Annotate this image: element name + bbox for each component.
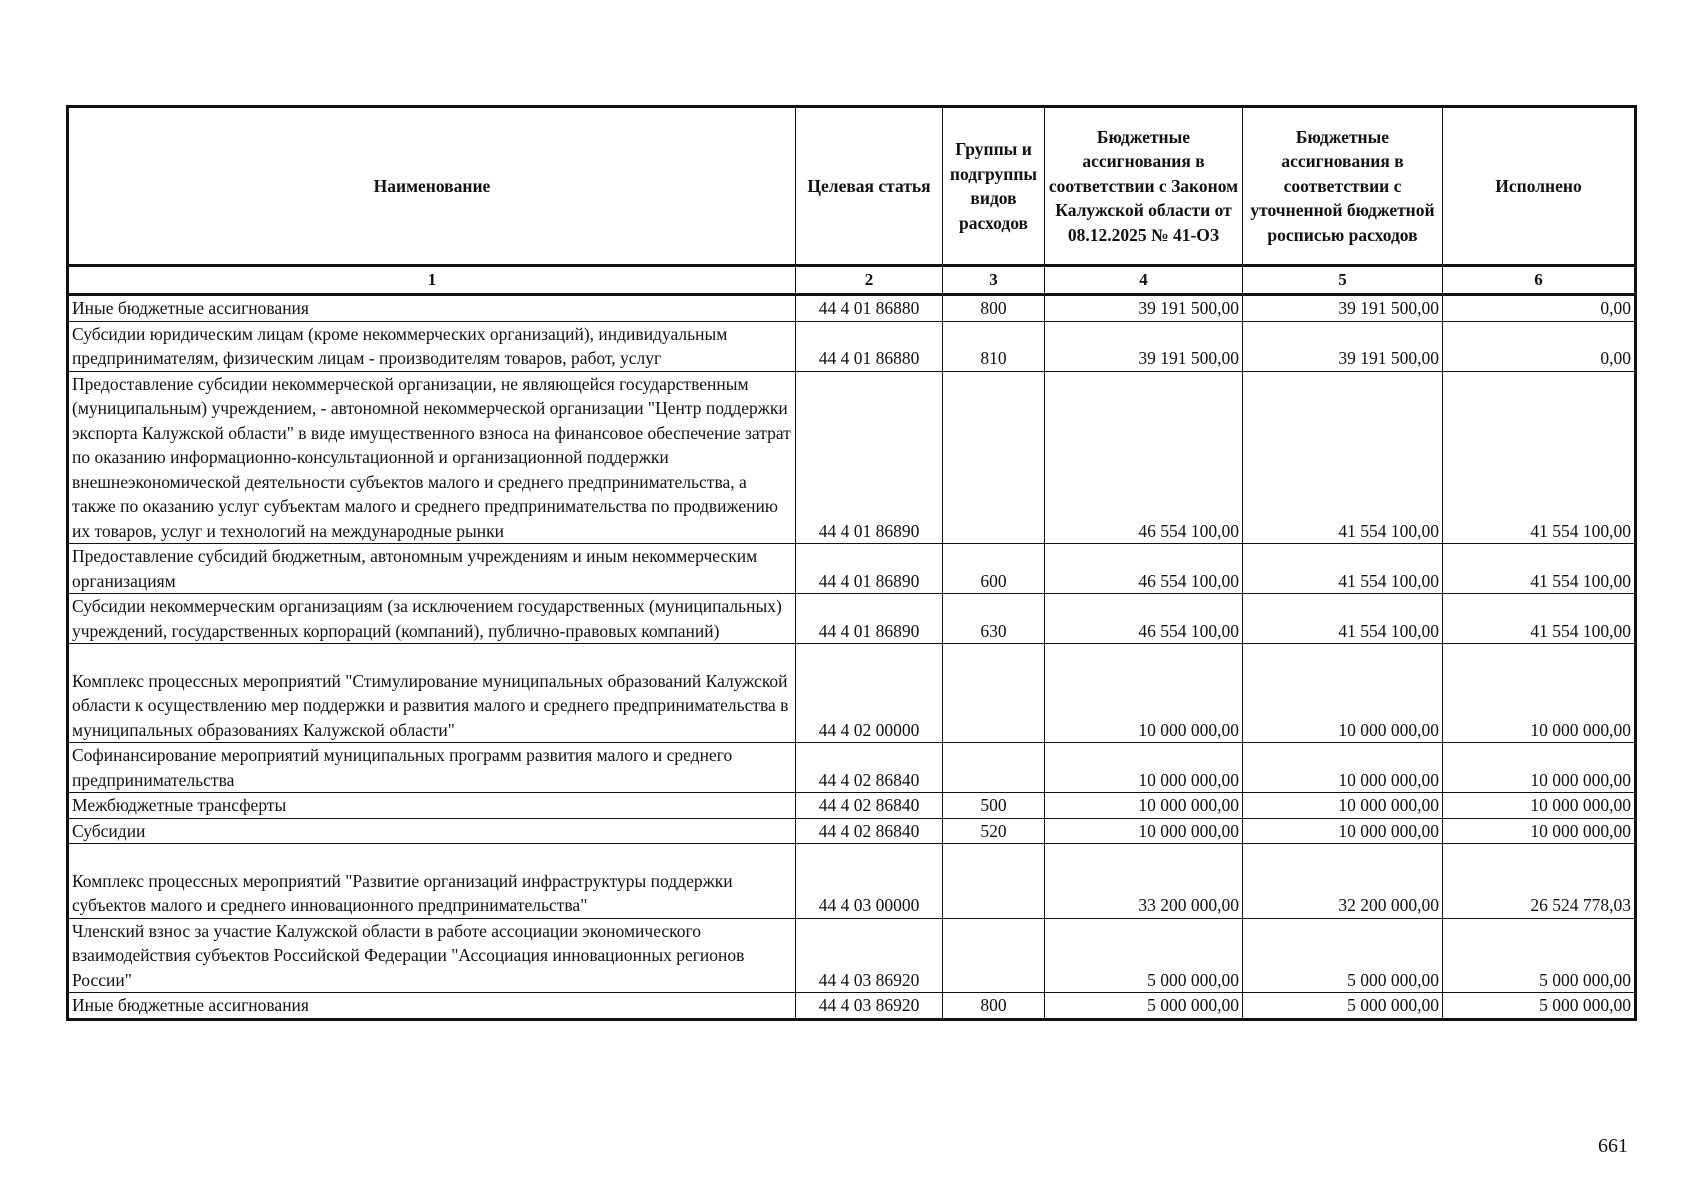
row-expense-group-text: 800	[980, 298, 1007, 318]
row-refined-amount-text: 41 554 100,00	[1338, 520, 1439, 541]
header-group: Группы и подгруппы видов расходов	[943, 107, 1045, 266]
row-refined-amount	[1243, 644, 1443, 743]
row-expense-group-text: 800	[980, 995, 1007, 1015]
row-target-code-text: 44 4 02 86840	[818, 795, 920, 815]
row-expense-group-text: 810	[980, 348, 1007, 368]
row-refined-amount-text: 41 554 100,00	[1338, 570, 1439, 591]
row-expense-group	[943, 594, 1045, 644]
row-executed-amount-text: 41 554 100,00	[1530, 570, 1631, 591]
row-executed-amount-text: 5 000 000,00	[1539, 995, 1631, 1015]
row-expense-group-text: 500	[980, 795, 1007, 815]
row-executed-amount	[1443, 295, 1636, 322]
row-target-code-text: 44 4 01 86890	[818, 520, 920, 541]
row-refined-amount	[1243, 993, 1443, 1020]
table-row	[68, 793, 1636, 819]
row-name-text: Иные бюджетные ассигнования	[72, 995, 309, 1015]
row-target-code	[796, 993, 943, 1020]
row-refined-amount-text: 10 000 000,00	[1338, 795, 1439, 815]
row-name-text: Предоставление субсидий бюджетным, автономным учреждениям и иным некоммерческим организациям	[72, 546, 758, 591]
table-row	[68, 295, 1636, 322]
row-executed-amount-text: 0,00	[1600, 348, 1631, 368]
row-law-amount-text: 10 000 000,00	[1138, 795, 1239, 815]
row-target-code-text: 44 4 03 86920	[818, 969, 920, 990]
row-refined-amount	[1243, 544, 1443, 594]
page-number: 661	[1598, 1135, 1628, 1157]
row-target-code-text: 44 4 01 86880	[818, 298, 920, 318]
row-name	[68, 993, 796, 1020]
row-refined-amount	[1243, 844, 1443, 919]
row-name	[68, 793, 796, 819]
row-target-code	[796, 844, 943, 919]
row-law-amount-text: 39 191 500,00	[1138, 298, 1239, 318]
row-executed-amount	[1443, 644, 1636, 743]
row-law-amount	[1045, 321, 1243, 371]
row-target-code-text: 44 4 01 86890	[818, 620, 920, 641]
column-number: 1	[68, 266, 796, 295]
row-refined-amount-text: 5 000 000,00	[1347, 995, 1439, 1015]
row-executed-amount-text: 10 000 000,00	[1530, 795, 1631, 815]
row-executed-amount	[1443, 793, 1636, 819]
row-refined-amount	[1243, 918, 1443, 993]
row-law-amount	[1045, 743, 1243, 793]
row-expense-group	[943, 743, 1045, 793]
table-body	[68, 295, 1636, 1020]
row-executed-amount-text: 41 554 100,00	[1530, 520, 1631, 541]
row-name	[68, 544, 796, 594]
row-expense-group	[943, 793, 1045, 819]
row-refined-amount	[1243, 295, 1443, 322]
row-target-code	[796, 594, 943, 644]
row-name-text: Членский взнос за участие Калужской области в работе ассоциации экономического взаимодействия субъектов Российской Федерации "Ассоциация инновационных регионов России"	[72, 920, 745, 990]
row-target-code-text: 44 4 03 86920	[818, 995, 920, 1015]
row-target-code	[796, 743, 943, 793]
row-name-spacer	[72, 844, 792, 869]
row-expense-group-text: 600	[980, 570, 1007, 591]
row-law-amount	[1045, 295, 1243, 322]
row-law-amount-text: 46 554 100,00	[1138, 620, 1239, 641]
row-name-text: Субсидии юридическим лицам (кроме некоммерческих организаций), индивидуальным предпринимателям, физическим лицам - производителям товаров, работ, услуг	[72, 323, 728, 368]
row-name	[68, 818, 796, 844]
row-law-amount	[1045, 544, 1243, 594]
row-law-amount	[1045, 818, 1243, 844]
row-refined-amount-text: 39 191 500,00	[1338, 348, 1439, 368]
row-name	[68, 844, 796, 919]
column-number: 2	[796, 266, 943, 295]
row-name	[68, 918, 796, 993]
row-refined-amount	[1243, 371, 1443, 544]
row-law-amount-text: 46 554 100,00	[1138, 520, 1239, 541]
row-target-code-text: 44 4 02 00000	[818, 719, 920, 740]
row-expense-group	[943, 371, 1045, 544]
row-target-code	[796, 793, 943, 819]
row-law-amount-text: 39 191 500,00	[1138, 348, 1239, 368]
column-number-row	[68, 266, 1636, 295]
row-name-text: Субсидии некоммерческим организациям (за исключением государственных (муниципальных) учреждений, государственных корпораций (компаний), публично-правовых компаний)	[72, 596, 782, 641]
row-name-text: Иные бюджетные ассигнования	[72, 298, 309, 318]
row-executed-amount	[1443, 544, 1636, 594]
row-executed-amount	[1443, 993, 1636, 1020]
row-executed-amount	[1443, 321, 1636, 371]
row-law-amount	[1045, 918, 1243, 993]
row-law-amount-text: 33 200 000,00	[1138, 895, 1239, 915]
row-executed-amount-text: 26 524 778,03	[1530, 895, 1631, 915]
row-executed-amount-text: 0,00	[1600, 298, 1631, 318]
header-row	[68, 107, 1636, 266]
row-executed-amount	[1443, 918, 1636, 993]
row-target-code	[796, 295, 943, 322]
column-number: 5	[1243, 266, 1443, 295]
row-law-amount	[1045, 993, 1243, 1020]
row-target-code	[796, 321, 943, 371]
row-expense-group	[943, 844, 1045, 919]
row-law-amount-text: 5 000 000,00	[1147, 969, 1239, 990]
row-target-code	[796, 918, 943, 993]
row-target-code-text: 44 4 03 00000	[818, 895, 920, 915]
row-target-code	[796, 644, 943, 743]
table-row	[68, 844, 1636, 919]
row-executed-amount	[1443, 844, 1636, 919]
row-refined-amount	[1243, 743, 1443, 793]
row-law-amount-text: 10 000 000,00	[1138, 719, 1239, 740]
row-refined-amount-text: 39 191 500,00	[1338, 298, 1439, 318]
row-target-code-text: 44 4 01 86890	[818, 570, 920, 591]
table-row	[68, 743, 1636, 793]
header-target: Целевая статья	[796, 107, 943, 266]
table-row	[68, 918, 1636, 993]
row-law-amount	[1045, 371, 1243, 544]
row-name-text: Межбюджетные трансферты	[72, 795, 287, 815]
row-law-amount	[1045, 844, 1243, 919]
row-name-spacer	[72, 644, 792, 669]
table-row	[68, 644, 1636, 743]
row-target-code	[796, 818, 943, 844]
row-refined-amount	[1243, 321, 1443, 371]
row-expense-group	[943, 644, 1045, 743]
table-row	[68, 321, 1636, 371]
row-refined-amount	[1243, 594, 1443, 644]
row-law-amount	[1045, 594, 1243, 644]
row-law-amount-text: 10 000 000,00	[1138, 769, 1239, 790]
row-name-text: Комплекс процессных мероприятий "Развитие организаций инфраструктуры поддержки субъектов малого и среднего инновационного предпринимательства"	[72, 870, 733, 915]
row-target-code-text: 44 4 02 86840	[818, 769, 920, 790]
row-refined-amount-text: 32 200 000,00	[1338, 895, 1439, 915]
header-executed: Исполнено	[1443, 107, 1636, 266]
row-name	[68, 321, 796, 371]
row-target-code	[796, 544, 943, 594]
row-refined-amount	[1243, 818, 1443, 844]
header-name: Наименование	[68, 107, 796, 266]
row-executed-amount-text: 10 000 000,00	[1530, 719, 1631, 740]
row-expense-group	[943, 321, 1045, 371]
row-executed-amount	[1443, 371, 1636, 544]
row-name	[68, 371, 796, 544]
table-row	[68, 993, 1636, 1020]
row-executed-amount-text: 10 000 000,00	[1530, 769, 1631, 790]
budget-table	[66, 105, 1637, 1021]
row-expense-group	[943, 544, 1045, 594]
row-expense-group-text: 630	[980, 620, 1007, 641]
row-refined-amount-text: 41 554 100,00	[1338, 620, 1439, 641]
row-refined-amount-text: 5 000 000,00	[1347, 969, 1439, 990]
row-law-amount	[1045, 644, 1243, 743]
row-name	[68, 743, 796, 793]
row-executed-amount-text: 5 000 000,00	[1539, 969, 1631, 990]
budget-table-container	[66, 105, 1634, 1021]
row-executed-amount	[1443, 818, 1636, 844]
row-name-text: Предоставление субсидии некоммерческой организации, не являющейся государственным (муниципальным) учреждением, - автономной некоммерческой организации "Центр поддержки экспорта Калужской области" в виде имущественного взноса на финансовое обеспечение затрат по оказанию информационно-консультационной и организационной поддержки внешнеэкономической деятельности субъектов малого и среднего предпринимательства, а также по оказанию услуг субъектам малого и среднего предпринимательства по продвижению их товаров, услуг и технологий на международные рынки	[72, 373, 791, 541]
row-target-code-text: 44 4 02 86840	[818, 820, 920, 841]
row-executed-amount-text: 41 554 100,00	[1530, 620, 1631, 641]
row-expense-group	[943, 918, 1045, 993]
column-number: 6	[1443, 266, 1636, 295]
row-expense-group	[943, 818, 1045, 844]
row-name	[68, 594, 796, 644]
column-number: 3	[943, 266, 1045, 295]
header-refined: Бюджетные ассигнования в соответствии с уточненной бюджетной росписью расходов	[1243, 107, 1443, 266]
row-law-amount-text: 46 554 100,00	[1138, 570, 1239, 591]
row-name-text: Софинансирование мероприятий муниципальных программ развития малого и среднего предпринимательства	[72, 745, 733, 790]
table-row	[68, 818, 1636, 844]
row-target-code-text: 44 4 01 86880	[818, 348, 920, 368]
row-law-amount-text: 5 000 000,00	[1147, 995, 1239, 1015]
row-expense-group-text: 520	[980, 820, 1007, 841]
row-name-text: Комплекс процессных мероприятий "Стимулирование муниципальных образований Калужской области к осуществлению мер поддержки и развития малого и среднего предпринимательства в муниципальных образованиях Калужской области"	[72, 670, 789, 740]
row-refined-amount	[1243, 793, 1443, 819]
row-refined-amount-text: 10 000 000,00	[1338, 769, 1439, 790]
column-number: 4	[1045, 266, 1243, 295]
row-refined-amount-text: 10 000 000,00	[1338, 719, 1439, 740]
row-name-text: Субсидии	[72, 820, 146, 841]
row-expense-group	[943, 993, 1045, 1020]
row-executed-amount-text: 10 000 000,00	[1530, 820, 1631, 841]
table-row	[68, 544, 1636, 594]
row-name	[68, 295, 796, 322]
row-refined-amount-text: 10 000 000,00	[1338, 820, 1439, 841]
row-law-amount-text: 10 000 000,00	[1138, 820, 1239, 841]
row-law-amount	[1045, 793, 1243, 819]
row-name	[68, 644, 796, 743]
table-row	[68, 594, 1636, 644]
table-row	[68, 371, 1636, 544]
row-executed-amount	[1443, 743, 1636, 793]
row-executed-amount	[1443, 594, 1636, 644]
row-expense-group	[943, 295, 1045, 322]
header-law: Бюджетные ассигнования в соответствии с Законом Калужской области от 08.12.2025 № 41-ОЗ	[1045, 107, 1243, 266]
row-target-code	[796, 371, 943, 544]
